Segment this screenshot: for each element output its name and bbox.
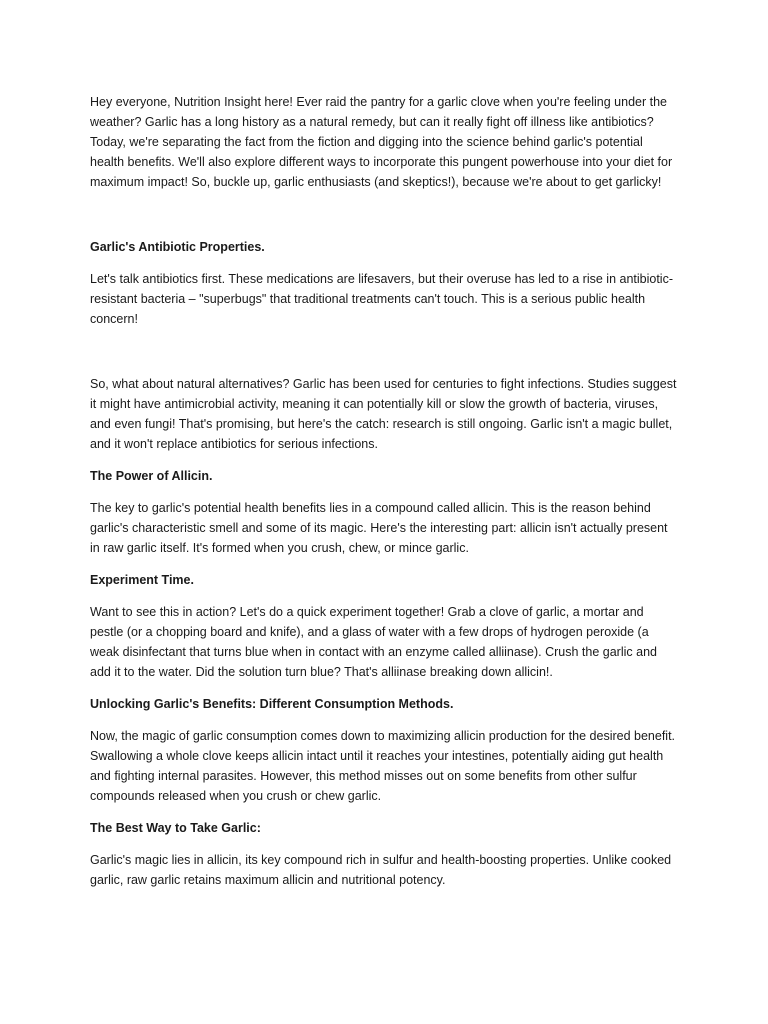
section-heading-experiment: Experiment Time.	[90, 573, 194, 587]
section-heading-antibiotic: Garlic's Antibiotic Properties.	[90, 240, 265, 254]
paragraph-consumption-methods: Now, the magic of garlic consumption comes down to maximizing allicin production for the desired benefit. Swallowing a whole clove keeps allicin intact until it reaches your intestines, potentially aiding gut health and fighting internal parasites. However, this method misses out on some benefits from other sulfur compounds released when you crush or chew garlic.	[90, 729, 676, 803]
document-page	[90, 92, 680, 902]
intro-paragraph: Hey everyone, Nutrition Insight here! Ever raid the pantry for a garlic clove when you're feeling under the weather? Garlic has a long history as a natural remedy, but can it really fight off illness like antibiotics? Today, we're separating the fact from the fiction and digging into the science behind garlic's potential health benefits. We'll also explore different ways to incorporate this pungent powerhouse into your diet for maximum impact! So, buckle up, garlic enthusiasts (and skeptics!), because we're about to get garlicky!	[90, 95, 673, 189]
paragraph-antibiotics-overuse: Let's talk antibiotics first. These medications are lifesavers, but their overuse has led to a rise in antibiotic-resistant bacteria – "superbugs" that traditional treatments can't touch. This is a serious public health concern!	[90, 272, 673, 326]
paragraph-allicin: The key to garlic's potential health benefits lies in a compound called allicin. This is the reason behind garlic's characteristic smell and some of its magic. Here's the interesting part: allicin isn't actually present in raw garlic itself. It's formed when you crush, chew, or mince garlic.	[90, 501, 668, 555]
paragraph-natural-alternatives: So, what about natural alternatives? Garlic has been used for centuries to fight infections. Studies suggest it might have antimicrobial activity, meaning it can potentially kill or slow the growth of bacteria, viruses, and even fungi! That's promising, but here's the catch: research is still ongoing. Garlic isn't a magic bullet, and it won't replace antibiotics for serious infections.	[90, 377, 677, 451]
section-heading-consumption-methods: Unlocking Garlic's Benefits: Different Consumption Methods.	[90, 697, 454, 711]
section-heading-allicin: The Power of Allicin.	[90, 469, 213, 483]
paragraph-best-way: Garlic's magic lies in allicin, its key compound rich in sulfur and health-boosting properties. Unlike cooked garlic, raw garlic retains maximum allicin and nutritional potency.	[90, 853, 672, 887]
paragraph-experiment: Want to see this in action? Let's do a quick experiment together! Grab a clove of garlic, a mortar and pestle (or a chopping board and knife), and a glass of water with a few drops of hydrogen peroxide (a weak disinfectant that turns blue when in contact with an enzyme called alliinase). Crush the garlic and add it to the water. Did the solution turn blue? That's alliinase breaking down allicin!.	[90, 605, 657, 679]
section-heading-best-way: The Best Way to Take Garlic:	[90, 821, 261, 835]
